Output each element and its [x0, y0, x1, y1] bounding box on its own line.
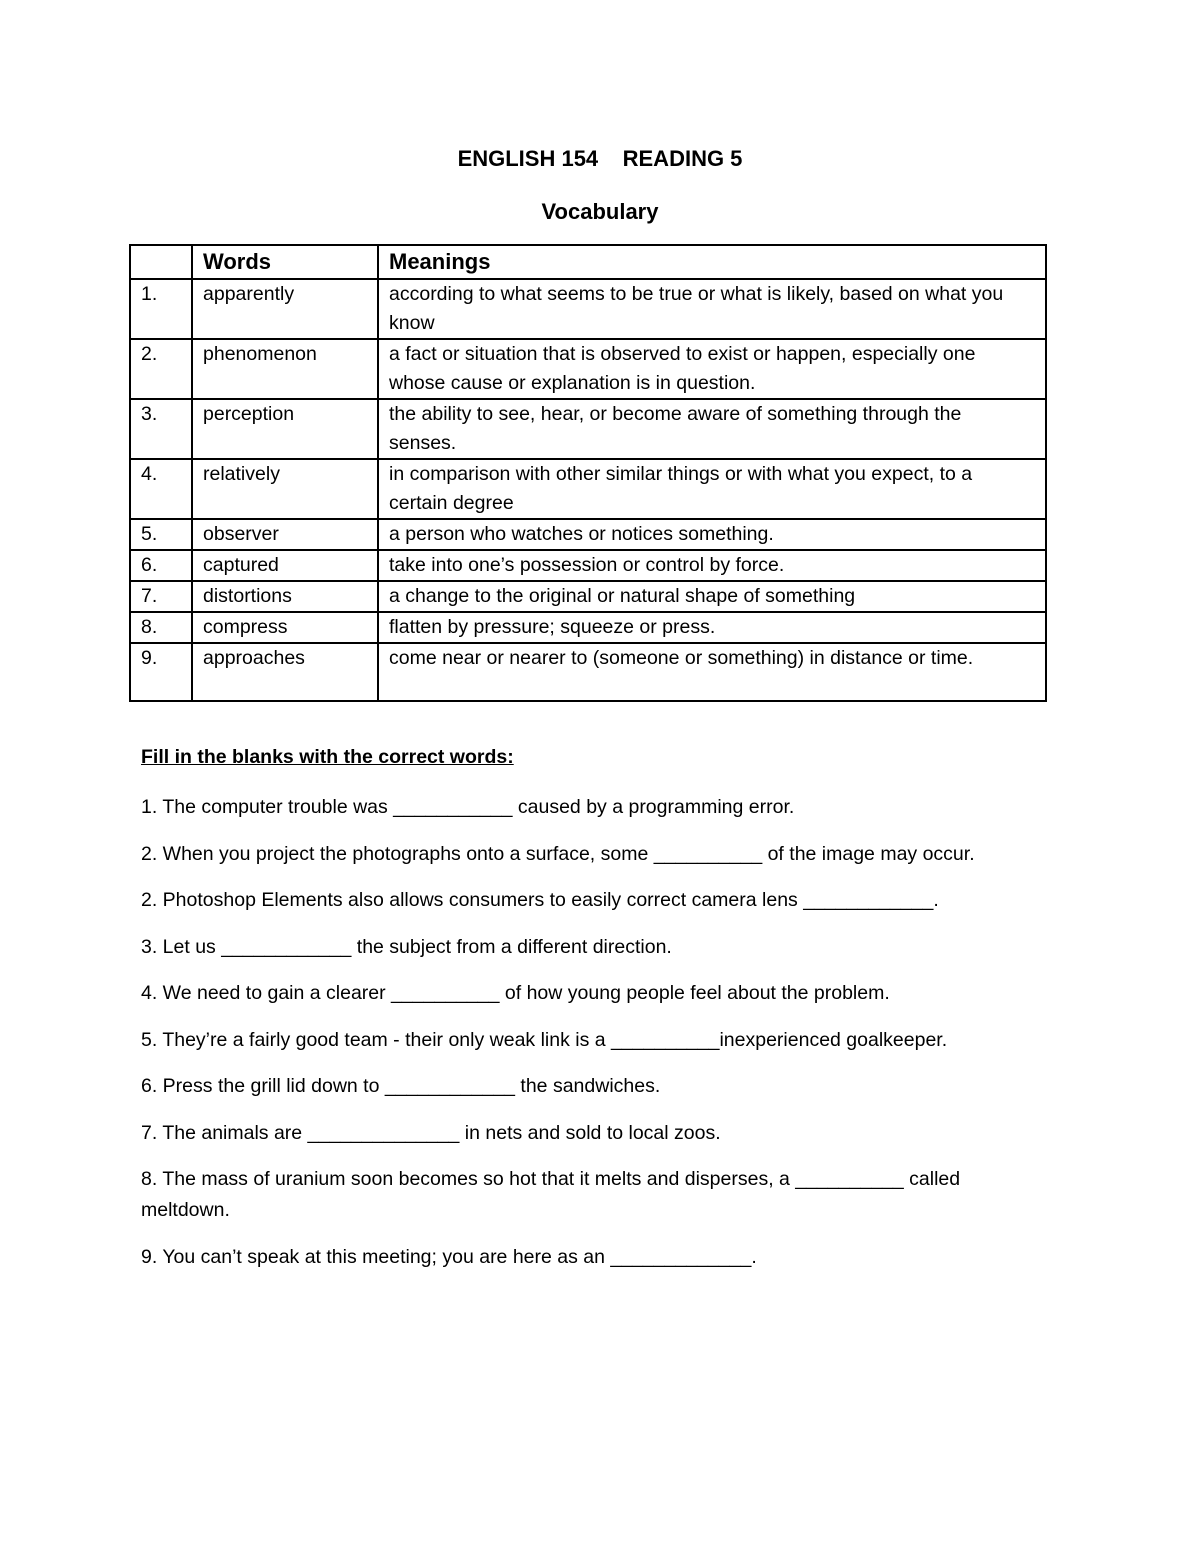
row-word: apparently [192, 279, 378, 339]
exercise-sentence: 9. You can’t speak at this meeting; you are here as an _____________. [141, 1245, 757, 1268]
row-meaning: flatten by pressure; squeeze or press. [378, 612, 1046, 643]
table-row [130, 581, 1046, 612]
table-row [130, 550, 1046, 581]
row-meaning: a change to the original or natural shape of something [378, 581, 1046, 612]
row-number: 5. [130, 519, 192, 550]
header-words: Words [192, 245, 378, 279]
row-word: perception [192, 399, 378, 459]
exercise-sentence: 3. Let us ____________ the subject from a different direction. [141, 935, 672, 958]
row-word: observer [192, 519, 378, 550]
row-word: compress [192, 612, 378, 643]
header-meanings: Meanings [378, 245, 1046, 279]
row-meaning: according to what seems to be true or what is likely, based on what you know [378, 279, 1046, 339]
header-number [130, 245, 192, 279]
row-word: approaches [192, 643, 378, 701]
exercise-heading: Fill in the blanks with the correct words: [141, 746, 514, 768]
table-row [130, 643, 1046, 701]
row-word: relatively [192, 459, 378, 519]
table-row [130, 279, 1046, 339]
row-number: 9. [130, 643, 192, 701]
exercise-sentence: 4. We need to gain a clearer __________ of how young people feel about the problem. [141, 982, 890, 1004]
row-meaning: come near or nearer to (someone or something) in distance or time. [378, 643, 1046, 701]
exercise-sentence: 7. The animals are ______________ in nets and sold to local zoos. [141, 1121, 721, 1144]
vocabulary-table [129, 244, 1047, 702]
row-number: 7. [130, 581, 192, 612]
exercise-sentence: 2. Photoshop Elements also allows consumers to easily correct camera lens ____________. [141, 889, 939, 911]
section-title: Vocabulary [541, 199, 659, 224]
row-meaning: the ability to see, hear, or become aware of something through the senses. [378, 399, 1046, 459]
table-header-row [130, 245, 1046, 279]
table-row [130, 399, 1046, 459]
row-word: distortions [192, 581, 378, 612]
row-meaning: in comparison with other similar things or with what you expect, to a certain degree [378, 459, 1046, 519]
document-title: ENGLISH 154 READING 5 [457, 146, 743, 171]
table-row [130, 459, 1046, 519]
exercise-sentences [141, 792, 1051, 1288]
row-word: captured [192, 550, 378, 581]
table-row [130, 519, 1046, 550]
row-number: 2. [130, 339, 192, 399]
row-number: 3. [130, 399, 192, 459]
row-word: phenomenon [192, 339, 378, 399]
row-meaning: take into one’s possession or control by force. [378, 550, 1046, 581]
table-row [130, 612, 1046, 643]
row-meaning: a fact or situation that is observed to exist or happen, especially one whose cause or explanation is in question. [378, 339, 1046, 399]
row-number: 1. [130, 279, 192, 339]
exercise-sentence: 8. The mass of uranium soon becomes so hot that it melts and disperses, a __________ called meltdown. [141, 1168, 961, 1221]
row-meaning: a person who watches or notices something. [378, 519, 1046, 550]
row-number: 4. [130, 459, 192, 519]
exercise-sentence: 6. Press the grill lid down to ____________ the sandwiches. [141, 1075, 661, 1097]
row-number: 6. [130, 550, 192, 581]
exercise-sentence: 1. The computer trouble was ___________ caused by a programming error. [141, 796, 795, 818]
exercise-sentence: 2. When you project the photographs onto a surface, some __________ of the image may occur. [141, 842, 975, 865]
exercise-sentence: 5. They’re a fairly good team - their only weak link is a __________inexperienced goalkeeper. [141, 1028, 948, 1051]
row-number: 8. [130, 612, 192, 643]
table-row [130, 339, 1046, 399]
